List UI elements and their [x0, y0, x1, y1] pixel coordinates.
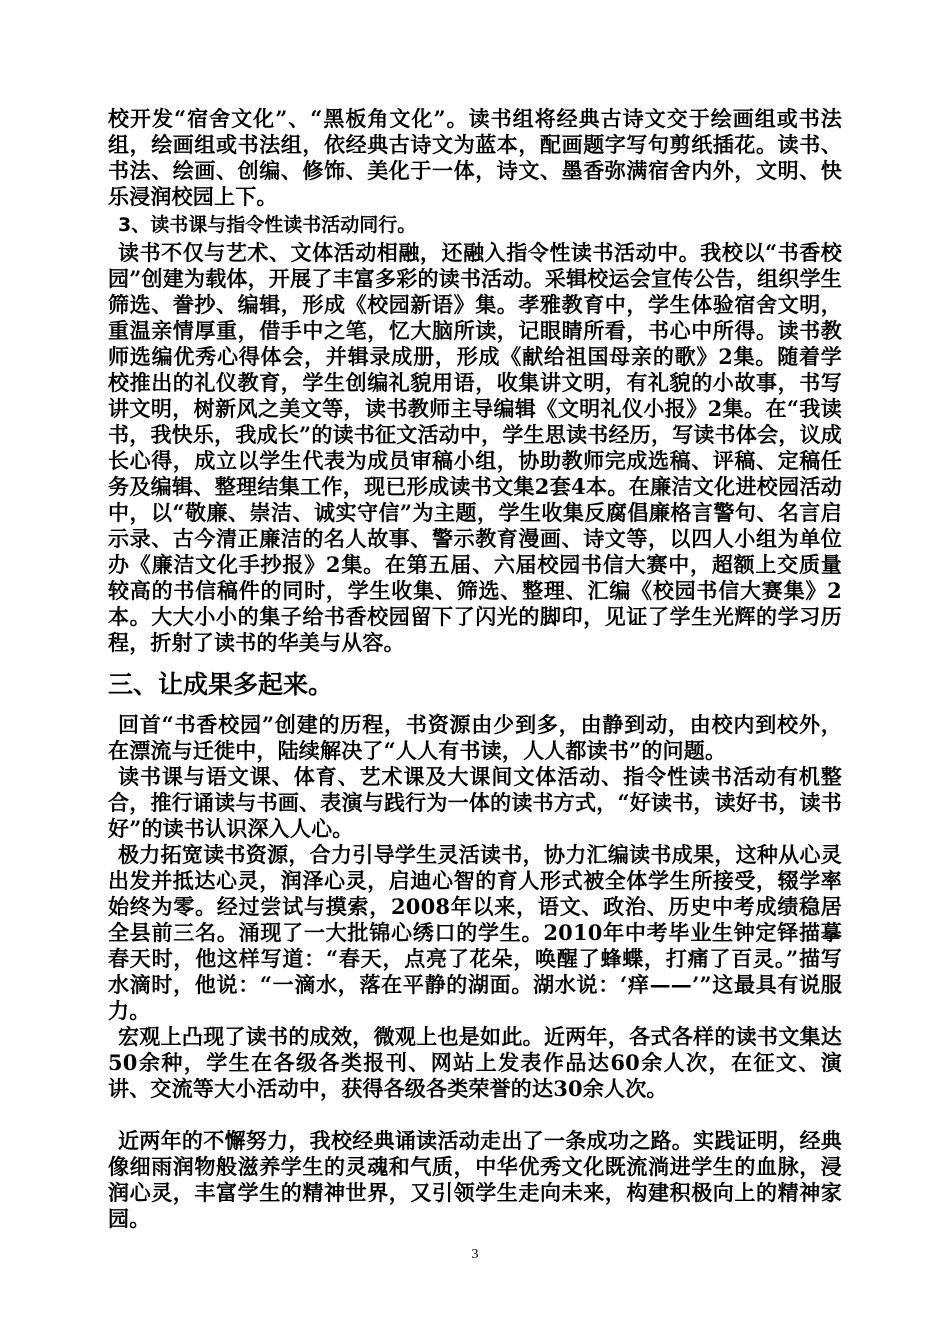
paragraph-results: 极力拓宽读书资源，合力引导学生灵活读书，协力汇编读书成果，这种从心灵出发并抵达心灵，润泽心灵，启迪心智的育人形式被全体学生所接受，辍学率始终为零。经过尝试与摸索，2008年以来，语文、政治、历史中考成绩稳居全县前三名。涌现了一大批锦心绣口的学生。2010年中考毕业生钟定铎描摹春天时，他这样写道：“春天，点亮了花朵，唤醒了蜂蝶，打痛了百灵。”描写水滴时，他说：“一滴水，落在平静的湖面。湖水说：‘痒——’”这最具有说服力。 — [108, 842, 842, 1023]
paragraph-dormitory-culture: 校开发“宿舍文化”、“黑板角文化”。读书组将经典古诗文交于绘画组或书法组，绘画组或书法组，依经典古诗文为蓝本，配画题字写句剪纸插花。读书、书法、绘画、创编、修饰、美化于一体，诗文、墨香弥满宿舍内外，文明、快乐浸润校园上下。 — [108, 106, 842, 209]
paragraph-integration: 读书课与语文课、体育、艺术课及大课间文体活动、指令性读书活动有机整合，推行诵读与书画、表演与践行为一体的读书方式，“好读书，读好书，读书好”的读书认识深入人心。 — [108, 764, 842, 841]
paragraph-reading-activities: 读书不仅与艺术、文体活动相融，还融入指令性读书活动中。我校以“书香校园”创建为载体，开展了丰富多彩的读书活动。采辑校运会宣传公告，组织学生筛选、誊抄、编辑，形成《校园新语》集。孝雅教育中，学生体验宿舍文明，重温亲情厚重，借手中之笔，忆大脑所读，记眼睛所看，书心中所得。读书教师选编优秀心得体会，并辑录成册，形成《献给祖国母亲的歌》2集。随着学校推出的礼仪教育，学生创编礼貌用语，收集讲文明，有礼貌的小故事，书写讲文明，树新风之美文等，读书教师主导编辑《文明礼仪小报》2集。在“我读书，我快乐，我成长”的读书征文活动中，学生思读书经历，写读书体会，议成长心得，成立以学生代表为成员审稿小组，协助教师完成选稿、评稿、定稿任务及编辑、整理结集工作，现已形成读书文集2套4本。在廉洁文化进校园活动中，以“敬廉、崇洁、诚实守信”为主题，学生收集反腐倡廉格言警句、名言启示录、古今清正廉洁的名人故事、警示教育漫画、诗文等，以四人小组为单位办《廉洁文化手抄报》2集。在第五届、六届校园书信大赛中，超额上交质量较高的书信稿件的同时，学生收集、筛选、整理、汇编《校园书信大赛集》2本。大大小小的集子给书香校园留下了闪光的脚印，见证了学生光辉的学习历程，折射了读书的华美与从容。 — [108, 240, 842, 655]
paragraph-gap — [108, 1102, 842, 1128]
page-number: 3 — [471, 1247, 479, 1262]
document-body — [108, 106, 842, 1232]
paragraph-review: 回首“书香校园”创建的历程，书资源由少到多，由静到动，由校内到校外，在漂流与迁徙中，陆续解决了“人人有书读，人人都读书”的问题。 — [108, 712, 842, 763]
section-heading-results: 三、让成果多起来。 — [108, 670, 334, 699]
subheading-reading-class: 3、读书课与指令性读书活动同行。 — [118, 214, 417, 236]
paragraph-conclusion: 近两年的不懈努力，我校经典诵读活动走出了一条成功之路。实践证明，经典像细雨润物般滋养学生的灵魂和气质，中华优秀文化既流淌进学生的血脉，浸润心灵，丰富学生的精神世界，又引领学生走向未来，构建积极向上的精神家园。 — [108, 1128, 842, 1231]
paragraph-macro-effects: 宏观上凸现了读书的成效，微观上也是如此。近两年，各式各样的读书文集达50余种，学生在各级各类报刊、网站上发表作品达60余人次，在征文、演讲、交流等大小活动中，获得各级各类荣誉的达30余人次。 — [108, 1024, 842, 1101]
